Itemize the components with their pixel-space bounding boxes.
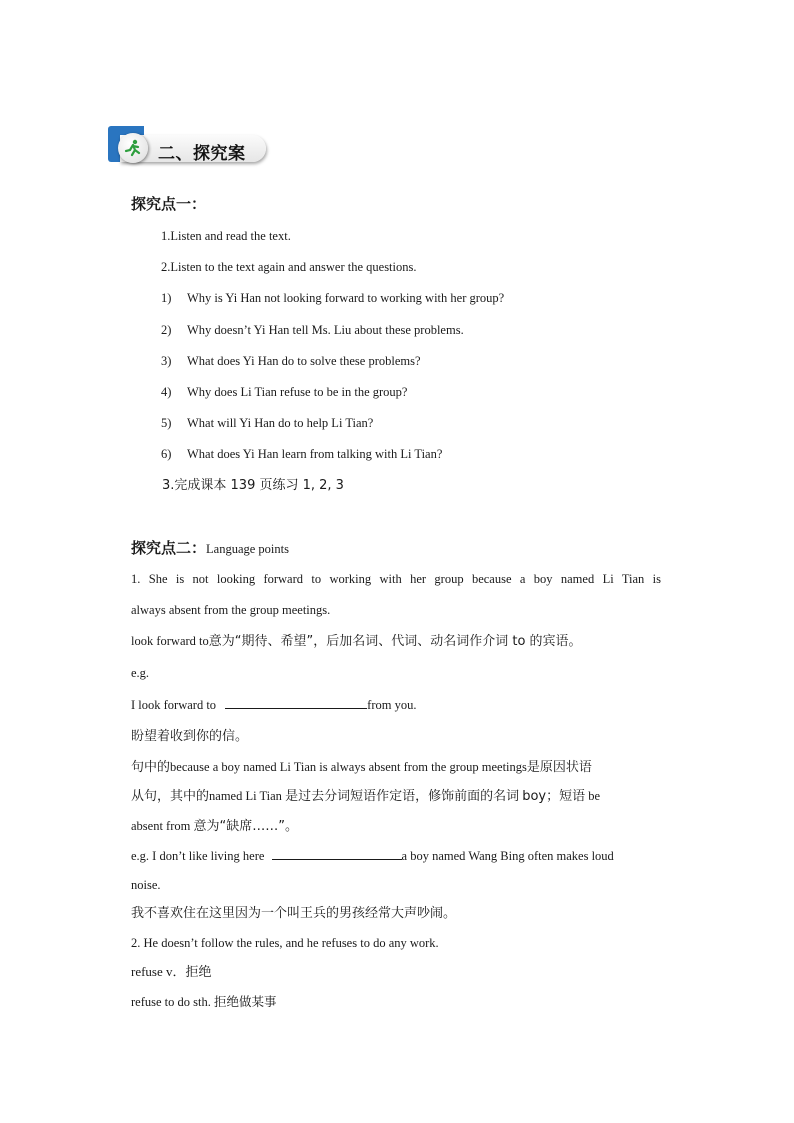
question-text: What does Yi Han do to solve these problems? — [187, 354, 421, 368]
example2-sentence — [131, 847, 614, 864]
eg-label: e.g. — [131, 666, 150, 680]
point1-sentence-line1: 1. She is not looking forward to working with her group because a boy named Li Tian is — [131, 572, 661, 586]
refuse-phrase: refuse to do sth. 拒绝做某事 — [131, 995, 277, 1009]
example1-after: from you. — [367, 698, 417, 712]
analysis-line2 — [131, 788, 600, 805]
part1-heading: 探究点一： — [131, 195, 207, 213]
part2-heading: 探究点二： — [131, 539, 207, 557]
question-text: What does Yi Han learn from talking with Li Tian? — [187, 447, 443, 461]
step-1: 1.Listen and read the text. — [161, 229, 291, 243]
section-banner — [108, 126, 264, 170]
question-text: Why does Li Tian refuse to be in the group? — [187, 385, 408, 399]
analysis-phrase: named Li Tian — [209, 789, 282, 803]
question-number: 1) — [161, 291, 172, 305]
look-forward-explanation — [131, 633, 582, 650]
answer-blank[interactable] — [272, 847, 402, 860]
example2-line2: noise. — [131, 878, 161, 892]
step-2: 2.Listen to the text again and answer the questions. — [161, 260, 417, 274]
look-forward-term: look forward to — [131, 634, 209, 648]
analysis-phrase: absent from — [131, 819, 191, 833]
analysis-text: 从句，其中的 — [131, 789, 210, 804]
example1-translation: 盼望着收到你的信。 — [131, 729, 249, 744]
runner-icon — [118, 133, 148, 163]
example1-sentence — [131, 696, 416, 713]
question-number: 5) — [161, 416, 172, 430]
analysis-line1 — [131, 759, 592, 776]
analysis-phrase: be — [588, 789, 601, 803]
question-number: 2) — [161, 323, 172, 337]
question-text: Why is Yi Han not looking forward to working with her group? — [187, 291, 505, 305]
analysis-line3 — [131, 818, 298, 835]
analysis-text: boy；短语 — [522, 789, 586, 804]
analysis-text: 是原因状语 — [526, 760, 592, 775]
analysis-text: 是过去分词短语作定语，修饰前面的名词 — [285, 789, 520, 804]
section-title: 二、探究案 — [158, 144, 246, 164]
analysis-text: 句中的 — [131, 760, 171, 775]
point1-sentence-line2: always absent from the group meetings. — [131, 603, 331, 617]
example1-before: I look forward to — [131, 698, 217, 712]
part2-heading-suffix: Language points — [206, 542, 289, 556]
part2-heading-row — [131, 540, 289, 557]
question-number: 3) — [161, 354, 172, 368]
refuse-definition: refuse v．拒绝 — [131, 964, 212, 979]
point2-sentence: 2. He doesn’t follow the rules, and he refuses to do any work. — [131, 936, 439, 950]
answer-blank[interactable] — [225, 696, 367, 709]
analysis-clause: because a boy named Li Tian is always absent from the group meetings — [170, 760, 527, 774]
example2-translation: 我不喜欢住在这里因为一个叫王兵的男孩经常大声吵闹。 — [131, 906, 457, 921]
question-number: 4) — [161, 385, 172, 399]
analysis-text: 意为“缺席……”。 — [193, 819, 298, 834]
look-forward-meaning: 意为“期待、希望”，后加名词、代词、动名词作介词 to 的宾语。 — [208, 634, 582, 649]
example2-before: e.g. I don’t like living here — [131, 849, 265, 863]
step-3: 3.完成课本 139 页练习 1, 2, 3 — [162, 478, 344, 493]
question-number: 6) — [161, 447, 172, 461]
question-text: What will Yi Han do to help Li Tian? — [187, 416, 374, 430]
example2-after: a boy named Wang Bing often makes loud — [401, 849, 614, 863]
question-text: Why doesn’t Yi Han tell Ms. Liu about these problems. — [187, 323, 464, 337]
